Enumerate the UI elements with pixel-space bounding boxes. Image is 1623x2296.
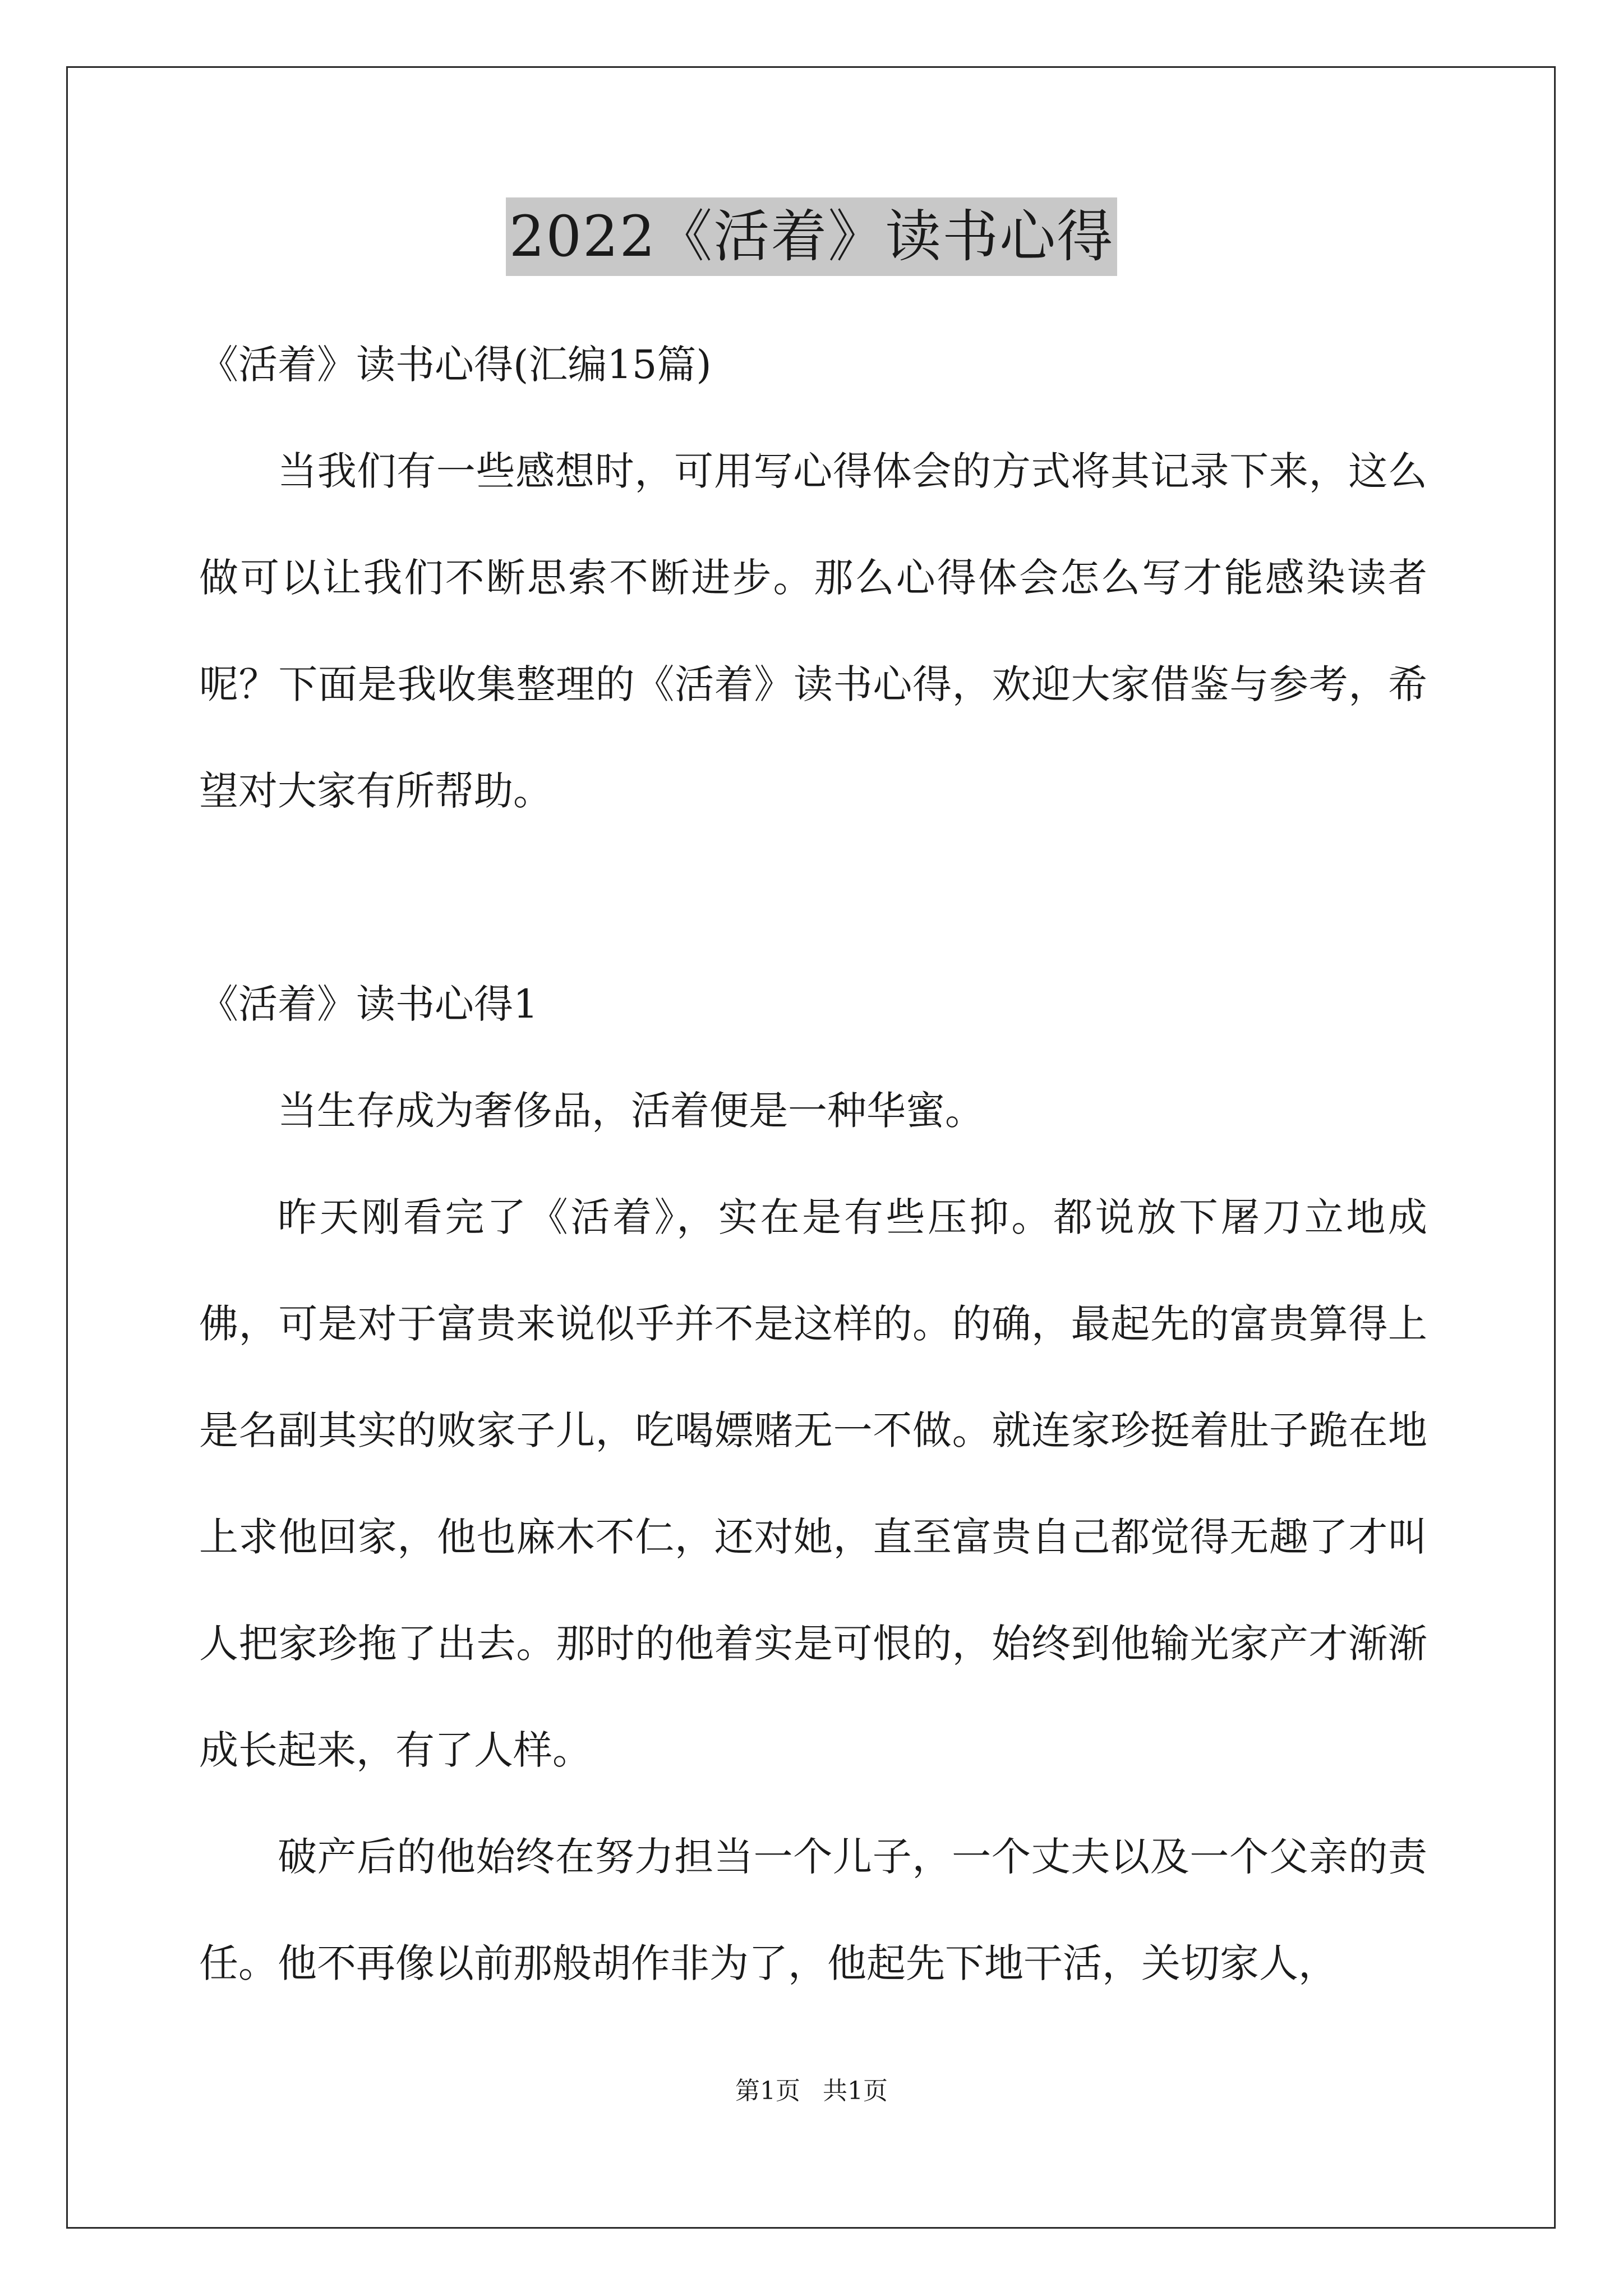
page-footer bbox=[0, 2074, 1623, 2108]
document-body bbox=[199, 311, 1427, 2017]
title-container bbox=[0, 197, 1623, 276]
intro-paragraph: 当我们有一些感想时，可用写心得体会的方式将其记录下来，这么做可以让我们不断思索不断进步。那么心得体会怎么写才能感染读者呢？下面是我收集整理的《活着》读书心得，欢迎大家借鉴与参考，希望对大家有所帮助。 bbox=[199, 448, 1427, 814]
page-number-current: 第1页 bbox=[735, 2077, 800, 2105]
section-heading: 《活着》读书心得1 bbox=[199, 981, 538, 1027]
document-title: 2022《活着》读书心得 bbox=[506, 197, 1118, 276]
body-paragraph: 破产后的他始终在努力担当一个儿子，一个丈夫以及一个父亲的责任。他不再像以前那般胡作非为了，他起先下地干活，关切家人， bbox=[199, 1834, 1427, 1986]
paragraph-spacer bbox=[199, 844, 1427, 951]
page-number-total: 共1页 bbox=[823, 2077, 888, 2105]
document-subtitle: 《活着》读书心得(汇编15篇) bbox=[199, 342, 712, 388]
body-paragraph: 昨天刚看完了《活着》，实在是有些压抑。都说放下屠刀立地成佛，可是对于富贵来说似乎并不是这样的。的确，最起先的富贵算得上是名副其实的败家子儿，吃喝嫖赌无一不做。就连家珍挺着肚子跪在地上求他回家，他也麻木不仁，还对她，直至富贵自己都觉得无趣了才叫人把家珍拖了出去。那时的他着实是可恨的，始终到他输光家产才渐渐成长起来，有了人样。 bbox=[199, 1194, 1427, 1773]
body-paragraph: 当生存成为奢侈品，活着便是一种华蜜。 bbox=[278, 1088, 984, 1134]
